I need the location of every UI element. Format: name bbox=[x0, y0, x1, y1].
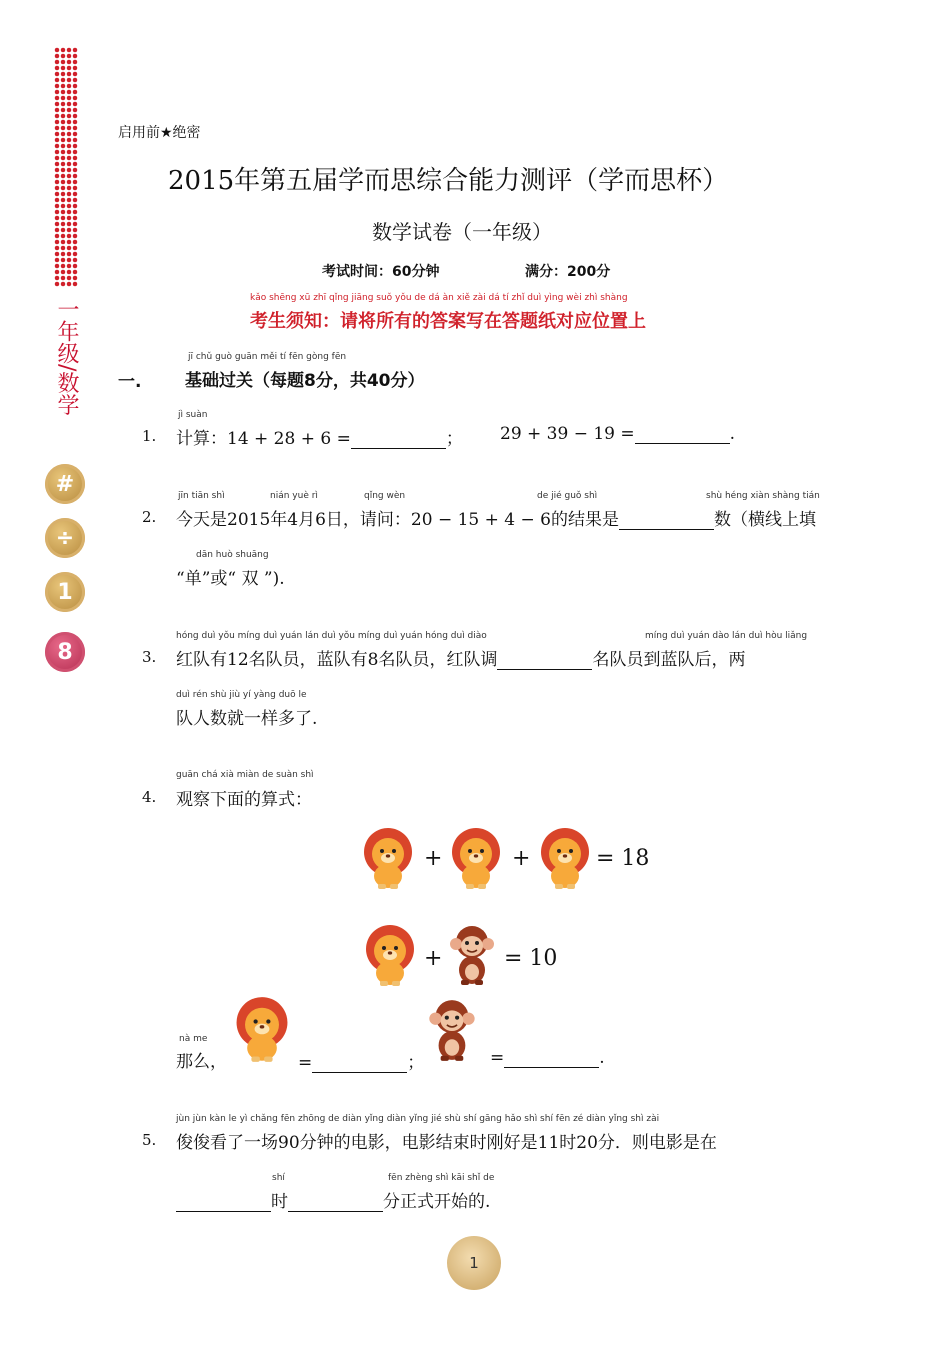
q3-answer-blank[interactable] bbox=[497, 651, 592, 670]
q1-answer-blank-2[interactable] bbox=[635, 425, 730, 444]
q1-line bbox=[176, 424, 463, 449]
q5-text1: 俊俊看了一场90分钟的电影，电影结束时刚好是11时20分．则电影是在 bbox=[176, 1133, 717, 1153]
section1-title: 基础过关（每题8分，共40分） bbox=[185, 371, 425, 391]
q5-pinyin-2: shí bbox=[272, 1173, 285, 1183]
q1-number: 1. bbox=[142, 427, 157, 445]
q4-answer-monkey bbox=[490, 1048, 605, 1068]
exam-time: 考试时间：60分钟 bbox=[322, 264, 440, 280]
section1-number: 一. bbox=[118, 372, 142, 392]
full-score: 满分：200分 bbox=[525, 264, 611, 280]
q2-pinyin-2: nián yuè rì bbox=[270, 491, 318, 501]
q3-pinyin-2: míng duì yuán dào lán duì hòu liǎng bbox=[645, 631, 808, 641]
lion-icon bbox=[448, 826, 504, 892]
q2-expr: 20 − 15 + 4 − 6 bbox=[410, 510, 551, 530]
monkey-icon bbox=[424, 996, 482, 1064]
lion-icon bbox=[232, 995, 292, 1065]
badge-divide-icon: ÷ bbox=[45, 518, 85, 558]
q1-line-2 bbox=[500, 424, 735, 444]
lion-icon bbox=[537, 826, 593, 892]
q2-pinyin-3: qǐng wèn bbox=[364, 491, 406, 501]
badge-one-icon: 1 bbox=[45, 572, 85, 612]
q2-pinyin-6: dān huò shuāng bbox=[196, 550, 269, 560]
q2-text3: 数（横线上填 bbox=[713, 510, 816, 530]
q2-pinyin-5: shù héng xiàn shàng tián bbox=[706, 491, 820, 501]
plus-sign: + bbox=[424, 946, 443, 971]
hour-answer-blank[interactable] bbox=[176, 1193, 271, 1212]
plus-sign: + bbox=[512, 846, 531, 871]
notice-pinyin: kǎo shēng xū zhī qǐng jiāng suǒ yǒu de dá àn xiě zài dá tí zhǐ duì yìng wèi zhì shàng bbox=[250, 293, 628, 303]
q3-text3: 队人数就一样多了. bbox=[176, 709, 318, 729]
q3-pinyin-1: hóng duì yǒu míng duì yuán lán duì yǒu míng duì yuán hóng duì diào bbox=[176, 631, 487, 641]
q2-pinyin-1: jīn tiān shì bbox=[178, 491, 225, 501]
q2-line bbox=[176, 505, 816, 530]
q3-text1: 红队有12名队员，蓝队有8名队员，红队调 bbox=[176, 650, 498, 670]
monkey-answer-blank[interactable] bbox=[504, 1049, 599, 1068]
equals-sign: = bbox=[298, 1053, 313, 1073]
q2-answer-blank[interactable] bbox=[619, 511, 714, 530]
monkey-icon bbox=[446, 922, 500, 988]
equation-1-result: = 18 bbox=[596, 846, 650, 871]
q3-pinyin-3: duì rén shù jiù yí yàng duō le bbox=[176, 690, 307, 700]
confidential-label: 启用前★绝密 bbox=[118, 125, 201, 141]
q1-answer-blank-1[interactable] bbox=[351, 430, 446, 449]
q2-number: 2. bbox=[142, 508, 157, 526]
q1-expr1: 14 + 28 + 6 = bbox=[227, 429, 351, 449]
q1-end1: ； bbox=[445, 429, 463, 449]
minute-answer-blank[interactable] bbox=[288, 1193, 383, 1212]
q2-text4: “单”或“ 双 ”). bbox=[176, 569, 285, 589]
q5-hour: 时 bbox=[271, 1192, 288, 1212]
q3-text2: 名队员到蓝队后，两 bbox=[592, 650, 746, 670]
q5-text2: 分正式开始的. bbox=[383, 1192, 491, 1212]
candidate-notice: 考生须知：请将所有的答案写在答题纸对应位置上 bbox=[250, 311, 646, 332]
q2-pinyin-4: de jié guǒ shì bbox=[537, 491, 598, 501]
badge-eight-icon: 8 bbox=[45, 632, 85, 672]
q4-text: 观察下面的算式： bbox=[176, 790, 312, 810]
plus-sign: + bbox=[424, 846, 443, 871]
q5-number: 5. bbox=[142, 1131, 157, 1149]
q1-pinyin: jì suàn bbox=[178, 410, 208, 420]
q4-pinyin: guān chá xià miàn de suàn shì bbox=[176, 770, 314, 780]
page-title: 2015年第五届学而思综合能力测评（学而思杯） bbox=[168, 166, 729, 196]
q4-period: . bbox=[599, 1048, 605, 1068]
badge-hash-icon: # bbox=[45, 464, 85, 504]
equation-2-result: = 10 bbox=[504, 946, 558, 971]
q5-pinyin-1: jùn jùn kàn le yì chǎng fēn zhōng de diàn yǐng diàn yǐng jié shù shí gāng hǎo shì shí fēn zé diàn yǐng shì zài bbox=[176, 1114, 660, 1124]
q5-line-2 bbox=[176, 1187, 490, 1212]
lion-icon bbox=[362, 923, 418, 989]
lion-answer-blank[interactable] bbox=[312, 1054, 407, 1073]
q2-text1: 今天是2015年4月6日，请问： bbox=[176, 510, 411, 530]
q4-answer-lion bbox=[298, 1048, 424, 1073]
page-number: 1 bbox=[447, 1236, 501, 1290]
lion-icon bbox=[360, 826, 416, 892]
page-subtitle: 数学试卷（一年级） bbox=[372, 220, 552, 244]
q4-pinyin-2: nà me bbox=[179, 1034, 208, 1044]
q4-number: 4. bbox=[142, 788, 157, 806]
q4-then: 那么， bbox=[176, 1052, 227, 1072]
q3-number: 3. bbox=[142, 648, 157, 666]
q1-end2: . bbox=[729, 424, 736, 444]
q5-pinyin-3: fēn zhèng shì kāi shǐ de bbox=[388, 1173, 495, 1183]
q4-semicolon: ； bbox=[407, 1053, 425, 1073]
q1-prefix: 计算： bbox=[176, 429, 227, 449]
q1-expr2: 29 + 39 − 19 = bbox=[500, 424, 635, 444]
q3-line bbox=[176, 645, 745, 670]
equals-sign: = bbox=[490, 1048, 505, 1068]
q2-text2: 的结果是 bbox=[550, 510, 619, 530]
section1-pinyin: jī chǔ guò guān měi tí fēn gòng fēn bbox=[188, 352, 347, 362]
sidebar-dot-pattern bbox=[54, 47, 78, 287]
sidebar-grade-label: 一年级/数学 bbox=[54, 298, 79, 416]
